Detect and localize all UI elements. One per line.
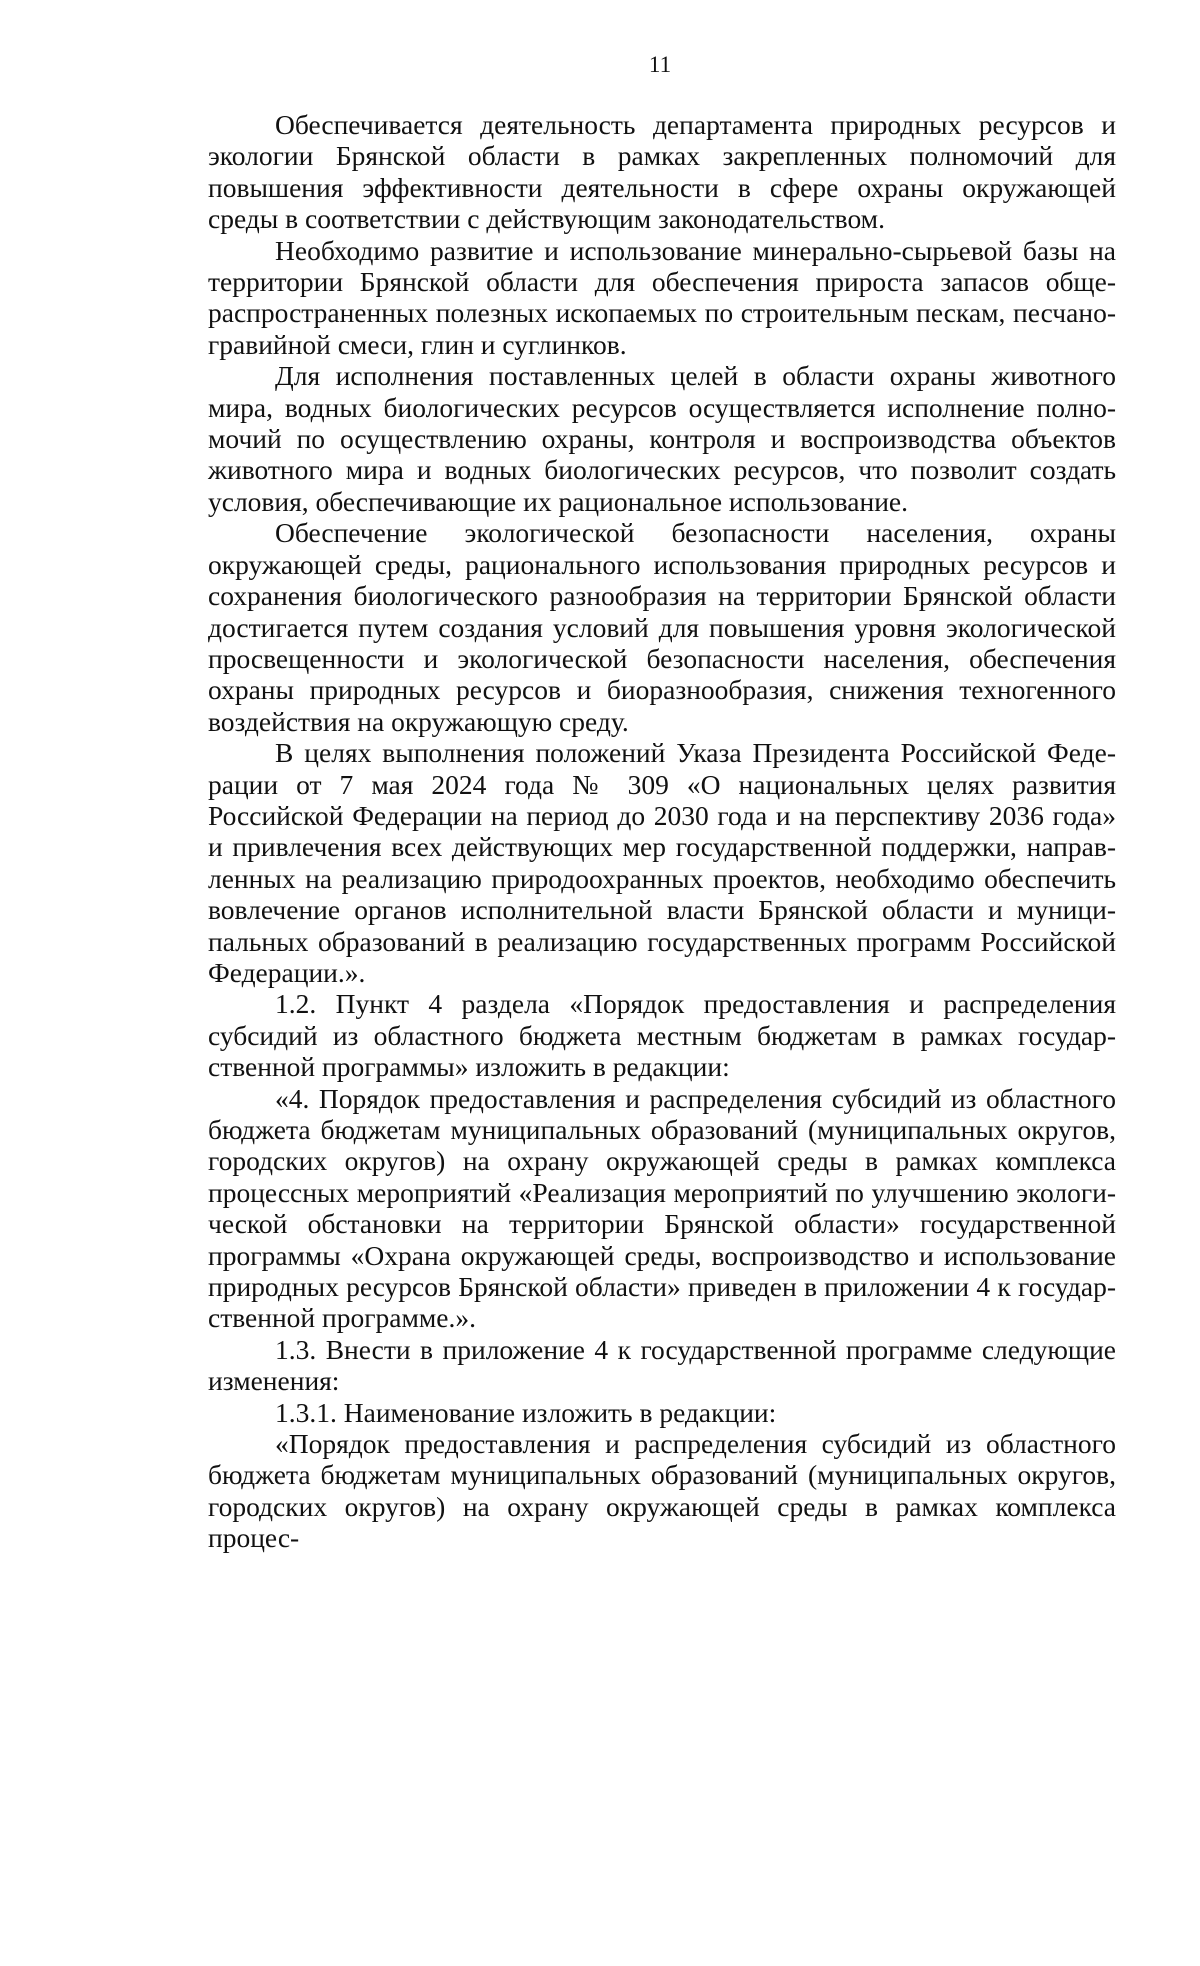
paragraph-presidential-decree: В целях выполнения положений Указа Президента Российской Федерации от 7 мая 2024 года № 309 «О национальных целях развития Российской Федерации на период до 2030 года и на перспективу 2036 года» и привлечения всех действующих мер государственной поддержки, направленных на реализацию природоохранных проектов, необходимо обеспечить вовлечение органов исполнительной власти Брянской области и муниципальных образований в реализацию государственных программ Российской Федерации.». xyxy=(208,737,1116,988)
paragraph-item-1-3: 1.3. Внести в приложение 4 к государственной программе следующие изменения: xyxy=(208,1333,1116,1397)
paragraph-department-activity: Обеспечивается деятельность департамента природных ресурсов и экологии Брянской области в рамках закрепленных полномочий для повышения эффективности деятельности в сфере охраны окружающей среды в соответствии с действующим законодательством. xyxy=(208,109,1116,235)
paragraph-item-1-2: 1.2. Пункт 4 раздела «Порядок предоставления и распределения субсидий из областного бюджета местным бюджетам в рамках государственной программы» изложить в редакции: xyxy=(208,988,1116,1083)
paragraph-ecological-safety: Обеспечение экологической безопасности населения, охраны окружающей среды, рационального использования природных ресурсов и сохранения биологического разнообразия на территории Брянской области достигается путем создания условий для повышения уровня экологической просвещенности и экологической безопасности населения, обеспечения охраны природных ресурсов и биоразнообразия, снижения техногенного воздействия на окружающую среду. xyxy=(208,517,1116,737)
document-body xyxy=(208,109,1116,1554)
paragraph-subsidy-procedure-title: «Порядок предоставления и распределения субсидий из областного бюджета бюджетам муниципальных образований (муниципальных округов, городских округов) на охрану окружающей среды в рамках комплекса процес- xyxy=(208,1428,1116,1554)
paragraph-item-4-subsidies: «4. Порядок предоставления и распределения субсидий из областного бюджета бюджетам муниципальных образований (муниципальных округов, городских округов) на охрану окружающей среды в рамках комплекса процессных мероприятий «Реализация мероприятий по улучшению экологической обстановки на территории Брянской области» государственной программы «Охрана окружающей среды, воспроизводство и использование природных ресурсов Брянской области» приведен в приложении 4 к государственной программе.». xyxy=(208,1082,1116,1334)
page-number: 11 xyxy=(648,52,672,77)
paragraph-mineral-base: Необходимо развитие и использование минерально-сырьевой базы на территории Брянской области для обеспечения прироста запасов общераспространенных полезных ископаемых по строительным пескам, песчаногравийной смеси, глин и суглинков. xyxy=(208,234,1116,360)
paragraph-item-1-3-1: 1.3.1. Наименование изложить в редакции: xyxy=(275,1396,777,1428)
paragraph-wildlife-protection: Для исполнения поставленных целей в области охраны животного мира, водных биологических ресурсов осуществляется исполнение полномочий по осуществлению охраны, контроля и воспроизводства объектов животного мира и водных биологических ресурсов, что позволит создать условия, обеспечивающие их рациональное использование. xyxy=(208,360,1116,517)
